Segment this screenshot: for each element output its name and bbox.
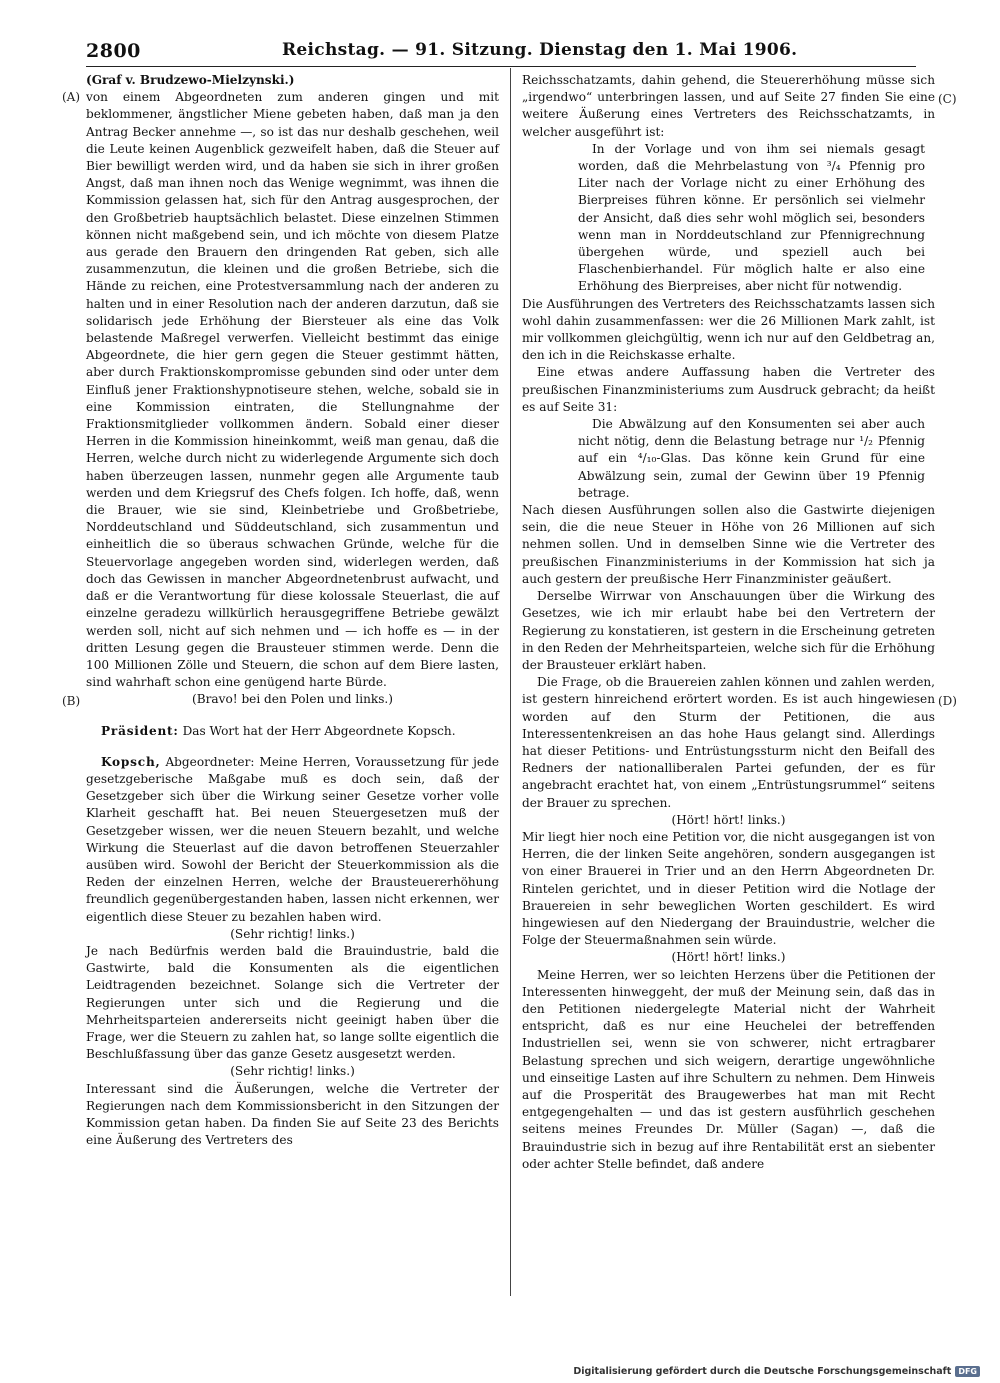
speech-text: Das Wort hat der Herr Abgeordnete Kopsch. [182, 723, 456, 738]
speaker-reference: (Graf v. Brudzewo-Mielzynski.) [86, 73, 295, 87]
margin-mark-a: (A) [62, 90, 81, 104]
margin-mark-b: (B) [62, 694, 81, 708]
paragraph: von einem Abgeordneten zum anderen gingen und mit beklommener, ängstlicher Miene gebeten haben, daß man ja den Antrag Becker annehme —, so ist das nur deshalb geschehen, weil die Leute keinen Augenblick gezweifelt haben, daß die Steuer auf Bier bewilligt werden wird, und da haben sie sich in ihrer großen Angst, daß man ihnen noch das Wenige wegnimmt, was ihnen die Kommission gelassen hat, sich für den Antrag ausgesprochen, der den Großbetrieb hauptsächlich belastet. Diese einzelnen Stimmen können nicht maßgebend sein, und ich möchte von diesem Platze aus gerade den Brauern den dringenden Rat geben, sich alle zusammenzutun, die kleinen und die großen Betriebe, sich die Hände zu reichen, eine Protestversammlung nach der anderen zu halten und in einer Resolution nach der anderen darzutun, daß sie solidarisch jede Erhöhung der Biersteuer als eine das Volk belastende Maßregel verwerfen. Vielleicht bestimmt das einige Abgeordnete, die hier gern gegen die Steuer gestimmt hätten, aber durch Fraktionskompromisse gebunden sind oder unter dem Einfluß jener Fraktionshypnotiseure stehen, welche, sobald sie in eine Kommission eintraten, die Stellungnahme der Fraktionsmitglieder vollkommen ändern. Sobald einer dieser Herren in die Kommission hineinkommt, weiß man genau, daß die Herren, welche durch nicht zu widerlegende Argumente sich doch haben überzeugen lassen, nunmehr gegen alle Argumente taub werden und dem Kriegsruf des Chefs folgen. Ich hoffe, daß, wenn die Brauer, wie sie sind, Kleinbetriebe und Großbetriebe, Norddeutschland und Süddeutschland, sich zusammentun und einheitlich die so überaus schwachen Gründe, welche für die Steuervorlage angegeben worden sind, widerlegen werden, daß doch das Gewissen in mancher Abgeordnetenbrust aufwacht, und daß er die Verantwortung für diese kolossale Steuerlast, die auf einzelne geradezu willkürlich herausgegriffene Betriebe gewälzt werden soll, nicht auf sich nehmen und — ich hoffe es — in der dritten Lesung gegen die Brausteuer stimmen werde. Denn die 100 Millionen Zölle und Steuern, die schon auf dem Biere lasten, sind wahrhaft schon eine genügend harte Bürde. [86, 90, 499, 690]
speaker-name: Kopsch, [101, 754, 161, 769]
footer [573, 1366, 980, 1377]
interjection: (Hört! hört! links.) [671, 812, 786, 827]
interjection: (Sehr richtig! links.) [230, 1064, 355, 1079]
margin-mark-d: (D) [938, 694, 957, 708]
block-quote: Die Abwälzung auf den Konsumenten sei aber auch nicht nötig, denn die Belastung betrage nur ¹/₂ Pfennig auf ein ⁴/₁₀-Glas. Das könne kein Grund für eine Abwälzung sein, zumal der Gewinn über 19 Pfennig betrage. [578, 417, 925, 500]
margin-mark-c: (C) [938, 92, 957, 106]
left-column [86, 72, 499, 1149]
interjection: (Sehr richtig! links.) [230, 926, 355, 941]
block-quote: In der Vorlage und von ihm sei niemals gesagt worden, daß die Mehrbelastung von ³/₄ Pfennig pro Liter nach der Vorlage nicht zu einer Erhöhung des Bierpreises führen könne. Er persönlich sei vielmehr der Ansicht, daß dies sehr wohl möglich sei, besonders wenn man in Norddeutschland zur Pfennigrechnung übergehen würde, und speziell auch bei Flaschenbierhandel. Für möglich halte er also eine Erhöhung des Bierpreises, aber nicht für notwendig. [578, 141, 925, 294]
paragraph: Eine etwas andere Auffassung haben die Vertreter des preußischen Finanzministeriums zum Ausdruck gebracht; da heißt es auf Seite 31: [522, 365, 935, 414]
paragraph: Je nach Bedürfnis werden bald die Brauindustrie, bald die Gastwirte, bald die Konsumenten als die eigentlichen Leidtragenden bezeichnet. Solange sich die Vertreter der Regierungen unter sich und die Regierung und die Mehrheitsparteien andererseits nicht geeinigt haben über die Frage, wer die Steuern zu zahlen hat, so lange sollte eigentlich die Beschlußfassung über das ganze Gesetz ausgesetzt werden. [86, 943, 499, 1062]
speaker-name: Präsident: [101, 723, 179, 738]
paragraph: Die Frage, ob die Brauereien zahlen können und zahlen werden, ist gestern hinreichend erörtert worden. Es ist auch hingewiesen worden auf den Sturm der Petitionen, die aus Interessentenkreisen an das hohe Haus gelangt sind. Allerdings hat dieser Petitions- und Entrüstungssturm nicht den Beifall des Redners der nationalliberalen Partei gefunden, der es für angebracht erachtet hat, von einem „Entrüstungsrummel“ seitens der Brauer zu sprechen. [522, 675, 935, 810]
column-divider [510, 68, 511, 1296]
paragraph: Mir liegt hier noch eine Petition vor, die nicht ausgegangen ist von Herren, die der linken Seite angehören, sondern ausgegangen ist von einer Brauerei in Trier und an den Herrn Abgeordneten Dr. Rintelen gerichtet, und in dieser Petition wird die Notlage der Brauereien in sehr beweglichen Worten geschildert. Es wird hingewiesen auf den Niedergang der Brauindustrie, welcher die Folge der Steuermaßnahmen sein würde. [522, 829, 935, 948]
running-head: Reichstag. — 91. Sitzung. Dienstag den 1. Mai 1906. [282, 40, 798, 60]
dfg-logo: DFG [955, 1366, 980, 1377]
paragraph: Reichsschatzamts, dahin gehend, die Steuererhöhung müsse sich „irgendwo“ unterbringen lassen, und auf Seite 27 finden Sie eine weitere Äußerung eines Vertreters des Reichsschatzamts, in welcher ausgeführt ist: [522, 73, 935, 139]
interjection: (Hört! hört! links.) [671, 950, 786, 965]
paragraph: Meine Herren, wer so leichten Herzens über die Petitionen der Interessenten hinweggeht, der muß der Meinung sein, daß das in den Petitionen niedergelegte Material nicht der Wahrheit entspricht, daß es nur eine Heuchelei der betreffenden Industriellen sei, wenn sie von schwerer, nicht ertragbarer Belastung sprechen und sich weigern, derartige ungewöhnliche und einseitige Lasten auf ihre Schultern zu nehmen. Dem Hinweis auf die Prosperität des Braugewerbes hat man mit Recht entgegengehalten — und das ist gestern ausführlich geschehen seitens meines Freundes Dr. Müller (Sagan) —, daß die Brauindustrie sich in bezug auf ihre Rentabilität erst an siebenter oder achter Stelle befindet, daß andere [522, 967, 935, 1171]
speech-text: Abgeordneter: Meine Herren, Voraussetzung für jede gesetzgeberische Maßgabe muß es doch sein, daß der Gesetzgeber sich über die Wirkung seiner Gesetze vorher volle Klarheit geschafft hat. Bei neuen Steuergesetzen muß der Gesetzgeber wissen, wer die neuen Steuern bezahlt, und welche Wirkung die Steuerlast auf die davon betroffenen Steuerzahler ausüben wird. Sowohl der Bericht der Steuerkommission als die Reden der einzelnen Herren, welche der Brausteuererhöhung freundlich gegenübergestanden haben, lassen nicht erkennen, wer eigentlich diese Steuer zu bezahlen haben wird. [86, 754, 499, 924]
footer-credit: Digitalisierung gefördert durch die Deutsche Forschungsgemeinschaft [573, 1366, 952, 1377]
header-rule [86, 66, 916, 67]
page-header [86, 40, 916, 66]
paragraph: Interessant sind die Äußerungen, welche die Vertreter der Regierungen nach dem Kommissionsbericht in den Sitzungen der Kommission getan haben. Da finden Sie auf Seite 23 des Berichts eine Äußerung des Vertreters des [86, 1081, 499, 1148]
paragraph: Die Ausführungen des Vertreters des Reichsschatzamts lassen sich wohl dahin zusammenfassen: wer die 26 Millionen Mark zahlt, ist mir vollkommen gleichgültig, wenn ich nur auf den Geldbetrag an, den ich in die Reichskasse erhalte. [522, 296, 935, 363]
interjection: (Bravo! bei den Polen und links.) [192, 692, 393, 707]
paragraph: Derselbe Wirrwar von Anschauungen über die Wirkung des Gesetzes, wie ich mir erlaubt habe bei den Vertretern der Regierung zu konstatieren, ist gestern in die Erscheinung getreten in den Reden der Mehrheitsparteien, welche sich für die Erhöhung der Brausteuer erklärt haben. [522, 589, 935, 672]
right-column [522, 72, 935, 1173]
page-number: 2800 [86, 40, 141, 62]
president-statement [86, 723, 499, 740]
kopsch-speech [86, 754, 499, 926]
paragraph: Nach diesen Ausführungen sollen also die Gastwirte diejenigen sein, die die neue Steuer in Höhe von 26 Millionen auf sich nehmen sollen. Und in demselben Sinne wie die Vertreter des preußischen Finanzministeriums in der Kommission hat sich ja auch gestern der preußische Herr Finanzminister geäußert. [522, 503, 935, 586]
